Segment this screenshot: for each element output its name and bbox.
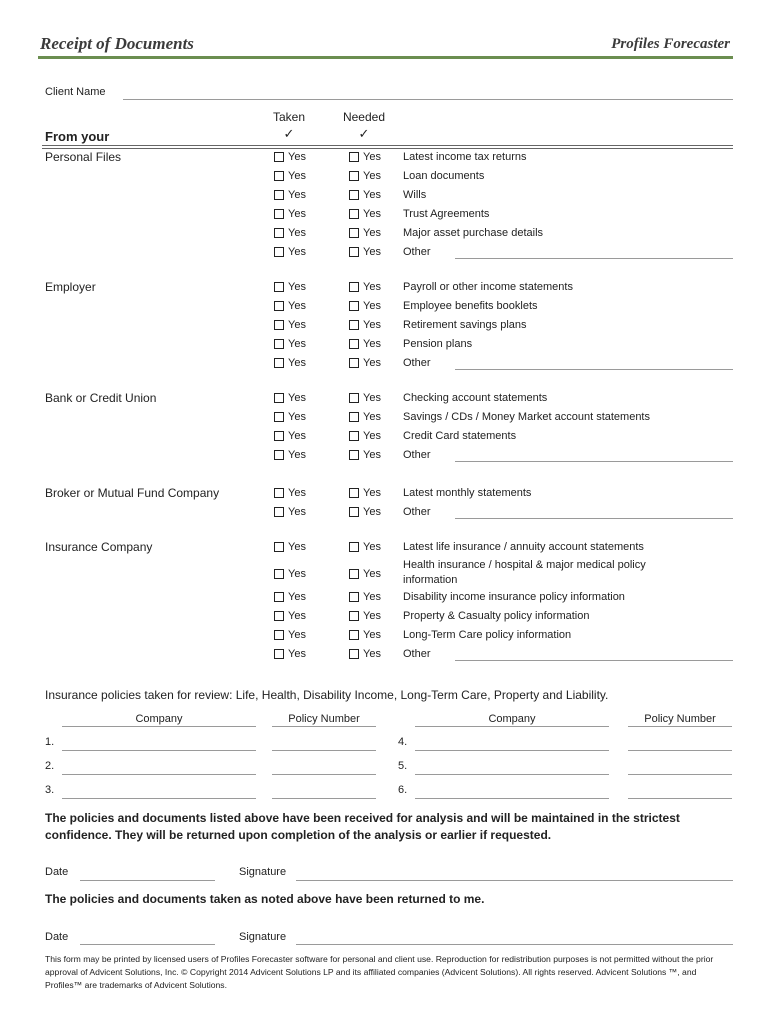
checkbox-label: Yes [363,392,381,404]
needed-checkbox[interactable] [349,568,381,580]
checkbox-label: Yes [363,151,381,163]
checkbox-label: Yes [288,648,306,660]
checkbox-square-icon [349,412,359,422]
checkbox-label: Yes [288,610,306,622]
checkbox-label: Yes [288,319,306,331]
needed-checkbox[interactable] [349,610,381,622]
needed-checkbox[interactable] [349,281,381,293]
company-header: Company [135,713,183,725]
policies-intro: Insurance policies taken for review: Life, Health, Disability Income, Long-Term Care, Property and Liability. [45,688,609,702]
document-item: Latest monthly statements [403,487,532,499]
returned-statement: The policies and documents taken as noted above have been returned to me. [45,892,485,906]
copyright-footer: This form may be printed by licensed users of Profiles Forecaster software for personal and client use. Reproduction for redistribution purposes is not permitted without the prior approval of Advicent Solutions, Inc. © Copyright 2014 Advicent Solutions LP and its affiliated companies (Advicent Solutions). All rights reserved. Advicent Solutions ™, and Profiles™ are trademarks of Advicent Solutions. [45,954,714,990]
taken-checkbox[interactable] [274,246,306,258]
needed-checkbox[interactable] [349,227,381,239]
needed-checkbox[interactable] [349,189,381,201]
needed-checkbox[interactable] [349,300,381,312]
document-item: Other [403,449,431,461]
checkbox-label: Yes [288,170,306,182]
checkbox-label: Yes [363,591,381,603]
checkbox-label: Yes [288,506,306,518]
section-label: Personal Files [45,150,122,164]
policy-company-field[interactable] [62,750,256,751]
company-col-rule [415,726,609,727]
policy-number-field[interactable] [272,798,376,799]
taken-checkbox[interactable] [274,357,306,369]
checkbox-square-icon [349,171,359,181]
document-item: Latest life insurance / annuity account statements [403,541,644,553]
checkbox-label: Yes [363,648,381,660]
checkbox-square-icon [274,282,284,292]
checkbox-square-icon [274,592,284,602]
date-label: Date [45,866,69,878]
needed-checkbox[interactable] [349,170,381,182]
taken-checkbox[interactable] [274,411,306,423]
checkbox-square-icon [349,542,359,552]
policy-number-header: Policy Number [288,713,360,725]
document-item: Other [403,506,431,518]
taken-checkbox[interactable] [274,300,306,312]
taken-checkbox[interactable] [274,591,306,603]
document-item: Pension plans [403,338,473,350]
checkbox-square-icon [274,190,284,200]
document-item: Other [403,648,431,660]
signature-field[interactable] [296,880,733,881]
section-label: Employer [45,280,96,294]
checkbox-square-icon [349,358,359,368]
document-item: Latest income tax returns [403,151,527,163]
taken-checkbox[interactable] [274,487,306,499]
checkbox-label: Yes [363,300,381,312]
policy-col-rule [628,726,732,727]
checkbox-square-icon [274,649,284,659]
needed-checkbox[interactable] [349,392,381,404]
document-item: Retirement savings plans [403,319,527,331]
document-item: Disability income insurance policy information [403,591,625,603]
checkbox-label: Yes [288,246,306,258]
policy-row-number: 4. [398,736,408,748]
from-your-label: From your [45,129,110,144]
needed-checkbox[interactable] [349,246,381,258]
taken-checkbox[interactable] [274,648,306,660]
document-item: Health insurance / hospital & major medical policy information [403,559,646,586]
checkbox-label: Yes [288,392,306,404]
checkbox-square-icon [349,152,359,162]
checkbox-square-icon [349,301,359,311]
policy-company-field[interactable] [415,798,609,799]
checkbox-label: Yes [363,629,381,641]
other-specify-field[interactable] [455,258,733,259]
checkbox-label: Yes [363,246,381,258]
document-item: Loan documents [403,170,485,182]
section-label: Broker or Mutual Fund Company [45,486,220,500]
checkbox-square-icon [274,450,284,460]
checkbox-label: Yes [363,487,381,499]
policy-row-number: 3. [45,784,55,796]
checkbox-label: Yes [363,338,381,350]
company-header: Company [488,713,536,725]
taken-checkbox[interactable] [274,568,306,580]
checkbox-square-icon [349,630,359,640]
needed-checkbox[interactable] [349,338,381,350]
section-label: Insurance Company [45,540,153,554]
policy-company-field[interactable] [415,774,609,775]
checkbox-square-icon [349,320,359,330]
signature-label: Signature [239,866,287,878]
policy-col-rule [272,726,376,727]
checkbox-label: Yes [288,591,306,603]
checkbox-label: Yes [363,170,381,182]
checkbox-square-icon [349,209,359,219]
other-specify-field[interactable] [455,660,733,661]
checkbox-label: Yes [288,430,306,442]
checkbox-label: Yes [288,189,306,201]
other-specify-field[interactable] [455,518,733,519]
taken-checkbox[interactable] [274,610,306,622]
document-item: Savings / CDs / Money Market account statements [403,411,650,423]
taken-checkbox[interactable] [274,319,306,331]
document-item: Other [403,246,431,258]
policy-number-field[interactable] [628,774,732,775]
checkbox-square-icon [274,412,284,422]
checkbox-square-icon [274,569,284,579]
checkbox-square-icon [349,339,359,349]
checkbox-label: Yes [363,430,381,442]
needed-checkbox[interactable] [349,357,381,369]
checkbox-label: Yes [363,357,381,369]
date-field[interactable] [80,944,215,945]
document-item: Wills [403,189,427,201]
needed-checkbox[interactable] [349,151,381,163]
policy-company-field[interactable] [62,798,256,799]
checkbox-label: Yes [363,568,381,580]
other-specify-field[interactable] [455,461,733,462]
document-item: Employee benefits booklets [403,300,538,312]
needed-check-icon: ✓ [358,126,370,141]
checkbox-label: Yes [288,411,306,423]
needed-checkbox[interactable] [349,411,381,423]
checkbox-label: Yes [363,411,381,423]
checkbox-square-icon [349,611,359,621]
taken-checkbox[interactable] [274,449,306,461]
needed-checkbox[interactable] [349,319,381,331]
document-item: Property & Casualty policy information [403,610,590,622]
brand-name: Profiles Forecaster [611,36,730,52]
checkbox-square-icon [274,611,284,621]
checkbox-square-icon [349,488,359,498]
section-label: Bank or Credit Union [45,391,157,405]
needed-checkbox[interactable] [349,430,381,442]
policy-row-number: 5. [398,760,408,772]
checkbox-square-icon [274,431,284,441]
checkbox-label: Yes [363,319,381,331]
taken-checkbox[interactable] [274,430,306,442]
checkbox-square-icon [274,339,284,349]
date-field[interactable] [80,880,215,881]
checkbox-square-icon [274,542,284,552]
checkbox-square-icon [349,507,359,517]
received-statement: The policies and documents listed above have been received for analysis and will be maintained in the strictest confidence. They will be returned upon completion of the analysis or earlier if requested. [45,811,680,842]
checkbox-square-icon [349,431,359,441]
checkbox-label: Yes [363,281,381,293]
checkbox-label: Yes [363,506,381,518]
company-col-rule [62,726,256,727]
document-item: Long-Term Care policy information [403,629,572,641]
taken-checkbox[interactable] [274,506,306,518]
document-item: Trust Agreements [403,208,490,220]
checkbox-square-icon [274,358,284,368]
checkbox-square-icon [274,630,284,640]
checkbox-label: Yes [288,227,306,239]
taken-checkbox[interactable] [274,281,306,293]
checkbox-square-icon [349,592,359,602]
needed-checkbox[interactable] [349,541,381,553]
checkbox-label: Yes [288,300,306,312]
taken-header: Taken [272,110,306,124]
policy-row-number: 2. [45,760,55,772]
taken-check-icon: ✓ [283,126,295,141]
checkbox-square-icon [274,507,284,517]
checkbox-label: Yes [363,449,381,461]
checkbox-square-icon [274,209,284,219]
policy-number-field[interactable] [272,750,376,751]
taken-checkbox[interactable] [274,189,306,201]
policy-row-number: 1. [45,736,55,748]
checkbox-label: Yes [363,208,381,220]
needed-checkbox[interactable] [349,506,381,518]
policy-row-number: 6. [398,784,408,796]
taken-checkbox[interactable] [274,170,306,182]
taken-checkbox[interactable] [274,392,306,404]
checkbox-square-icon [349,450,359,460]
policy-number-field[interactable] [272,774,376,775]
document-item: Major asset purchase details [403,227,544,239]
checkbox-label: Yes [288,357,306,369]
table-rule [42,145,733,149]
header-rule [38,56,733,59]
page-title: Receipt of Documents [40,34,194,53]
document-item: Payroll or other income statements [403,281,573,293]
checkbox-square-icon [274,301,284,311]
checkbox-label: Yes [288,338,306,350]
checkbox-label: Yes [288,449,306,461]
taken-checkbox[interactable] [274,208,306,220]
checkbox-label: Yes [288,208,306,220]
needed-header: Needed [342,110,386,124]
needed-checkbox[interactable] [349,629,381,641]
taken-checkbox[interactable] [274,541,306,553]
taken-checkbox[interactable] [274,338,306,350]
policy-company-field[interactable] [415,750,609,751]
needed-checkbox[interactable] [349,487,381,499]
policy-number-field[interactable] [628,798,732,799]
checkbox-square-icon [274,393,284,403]
signature-label: Signature [239,931,287,943]
checkbox-label: Yes [363,227,381,239]
checkbox-label: Yes [288,568,306,580]
checkbox-square-icon [274,228,284,238]
checkbox-square-icon [349,228,359,238]
checkbox-square-icon [274,171,284,181]
other-specify-field[interactable] [455,369,733,370]
checkbox-label: Yes [288,151,306,163]
policy-number-header: Policy Number [644,713,716,725]
checkbox-square-icon [349,190,359,200]
checkbox-square-icon [349,649,359,659]
document-item: Checking account statements [403,392,548,404]
document-item: Credit Card statements [403,430,517,442]
needed-checkbox[interactable] [349,591,381,603]
checkbox-label: Yes [288,281,306,293]
taken-checkbox[interactable] [274,629,306,641]
needed-checkbox[interactable] [349,208,381,220]
checkbox-square-icon [274,152,284,162]
needed-checkbox[interactable] [349,648,381,660]
checkbox-square-icon [349,282,359,292]
signature-field[interactable] [296,944,733,945]
checkbox-square-icon [349,569,359,579]
date-label: Date [45,931,69,943]
checkbox-label: Yes [288,629,306,641]
client-name-field[interactable] [123,99,733,100]
checkbox-label: Yes [288,541,306,553]
checkbox-square-icon [349,393,359,403]
policy-number-field[interactable] [628,750,732,751]
checkbox-label: Yes [288,487,306,499]
document-item: Other [403,357,431,369]
checkbox-label: Yes [363,541,381,553]
needed-checkbox[interactable] [349,449,381,461]
checkbox-label: Yes [363,610,381,622]
checkbox-square-icon [274,488,284,498]
policy-company-field[interactable] [62,774,256,775]
checkbox-square-icon [349,247,359,257]
checkbox-label: Yes [363,189,381,201]
taken-checkbox[interactable] [274,227,306,239]
taken-checkbox[interactable] [274,151,306,163]
checkbox-square-icon [274,320,284,330]
checkbox-square-icon [274,247,284,257]
client-name-label: Client Name [45,86,106,98]
